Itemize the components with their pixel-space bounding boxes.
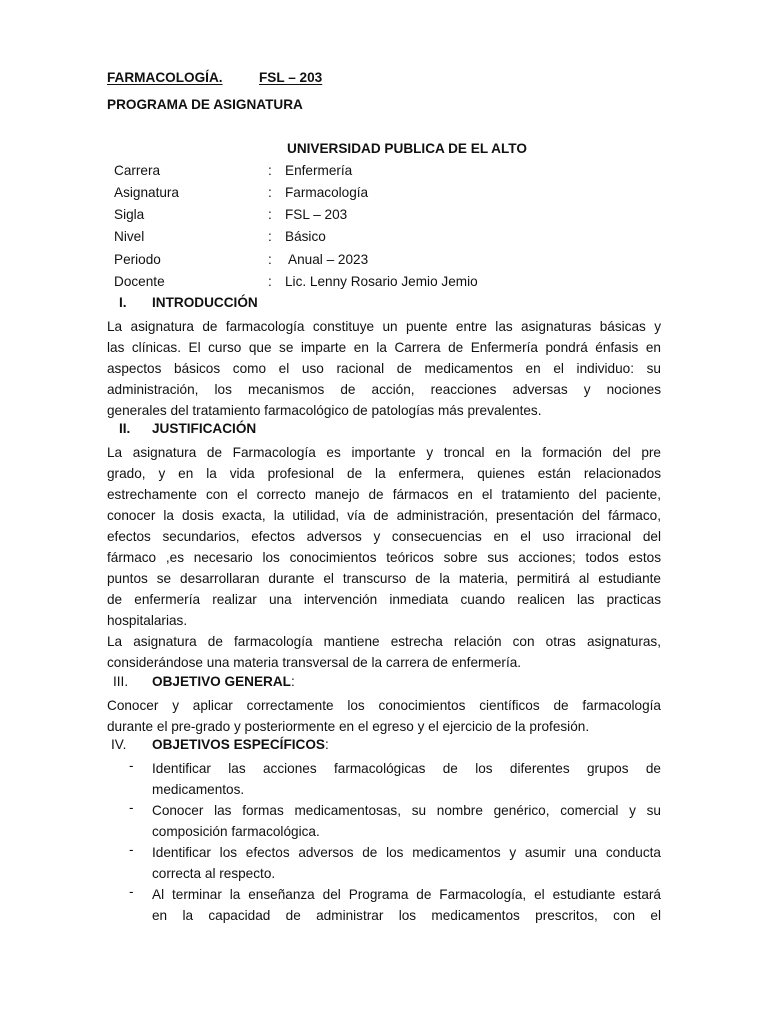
section-number: II. — [119, 421, 131, 436]
section-number: IV. — [111, 737, 127, 752]
bullet-dash: - — [129, 884, 134, 899]
text-line: La asignatura de farmacología constituye un puente entre las asignaturas básicas y — [107, 319, 661, 334]
text-line: La asignatura de farmacología mantiene estrecha relación con otras asignaturas, — [107, 634, 661, 649]
info-label: Nivel — [114, 229, 145, 244]
info-value: Farmacología — [285, 185, 369, 200]
section-title: INTRODUCCIÓN — [152, 295, 258, 310]
text-line: Identificar las acciones farmacológicas de los diferentes grupos de — [152, 761, 661, 776]
section-title: JUSTIFICACIÓN — [152, 421, 257, 436]
section-title — [152, 674, 295, 689]
info-value: FSL – 203 — [285, 207, 348, 222]
section-number: III. — [113, 674, 129, 689]
university-name: UNIVERSIDAD PUBLICA DE EL ALTO — [287, 141, 527, 156]
info-label: Asignatura — [114, 185, 179, 200]
info-label: Carrera — [114, 163, 161, 178]
section-title — [152, 737, 329, 752]
text-line: Conocer las formas medicamentosas, su nombre genérico, comercial y su — [152, 803, 661, 818]
info-value: Lic. Lenny Rosario Jemio Jemio — [285, 274, 478, 289]
bullet-dash: - — [129, 758, 134, 773]
text-line: conocer la dosis exacta, la utilidad, vía de administración, presentación del fármaco, — [107, 508, 661, 523]
info-separator: : — [268, 252, 272, 267]
general-objective-paragraph — [107, 695, 661, 737]
text-line: durante el pre-grado y posteriormente en el egreso y el ejercicio de la profesión. — [107, 719, 590, 734]
text-line: Conocer y aplicar correctamente los conocimientos científicos de farmacología — [107, 698, 661, 713]
section-title-text: OBJETIVO GENERAL — [152, 674, 291, 689]
info-separator: : — [268, 185, 272, 200]
info-label: Periodo — [114, 252, 161, 267]
text-line: composición farmacológica. — [152, 824, 320, 839]
info-value: Anual – 2023 — [285, 252, 369, 267]
text-line: las clínicas. El curso que se imparte en la Carrera de Enfermería pondrá énfasis en — [107, 340, 661, 355]
text-line: generales del tratamiento farmacológico de patologías más prevalentes. — [107, 403, 542, 418]
bullet-dash: - — [129, 800, 134, 815]
section-number: I. — [119, 295, 127, 310]
info-label: Sigla — [114, 207, 145, 222]
list-item — [152, 758, 661, 800]
intro-paragraph — [107, 316, 661, 421]
text-line: fármaco ,es necesario los conocimientos teóricos sobre sus acciones; todos estos — [107, 550, 661, 565]
info-separator: : — [268, 207, 272, 222]
text-line: estrechamente con el correcto manejo de fármacos en el tratamiento del paciente, — [107, 487, 661, 502]
list-item — [152, 842, 661, 884]
text-line: en la capacidad de administrar los medicamentos prescritos, con el — [152, 908, 661, 923]
text-line: medicamentos. — [152, 782, 245, 797]
list-item — [152, 800, 661, 842]
info-label: Docente — [114, 274, 165, 289]
course-title: FARMACOLOGÍA. — [107, 70, 223, 85]
text-line: puntos se desarrollaran durante el transcurso de la materia, permitirá al estudiante — [107, 571, 661, 586]
text-line: de enfermería realizar una intervención inmediata cuando realicen las practicas — [107, 592, 661, 607]
info-value: Básico — [285, 229, 326, 244]
text-line: aspectos básicos como el uso racional de medicamentos en el individuo: su — [107, 361, 661, 376]
bullet-dash: - — [129, 842, 134, 857]
info-separator: : — [268, 229, 272, 244]
text-line: correcta al respecto. — [152, 866, 276, 881]
list-item — [152, 884, 661, 926]
info-separator: : — [268, 163, 272, 178]
text-line: efectos secundarios, efectos adversos y consecuencias en el uso irracional del — [107, 529, 661, 544]
info-value: Enfermería — [285, 163, 353, 178]
text-line: administración, los mecanismos de acción, reacciones adversas y nociones — [107, 382, 661, 397]
text-line: Identificar los efectos adversos de los medicamentos y asumir una conducta — [152, 845, 661, 860]
text-line: grado, y en la vida profesional de la enfermera, quienes están relacionados — [107, 466, 661, 481]
text-line: considerándose una materia transversal de la carrera de enfermería. — [107, 655, 522, 670]
section-colon: : — [290, 674, 295, 689]
text-line: hospitalarias. — [107, 613, 188, 628]
course-code: FSL – 203 — [259, 70, 323, 85]
section-colon: : — [324, 737, 329, 752]
program-title: PROGRAMA DE ASIGNATURA — [107, 97, 303, 112]
text-line: Al terminar la enseñanza del Programa de Farmacología, el estudiante estará — [152, 887, 661, 902]
info-separator: : — [268, 274, 272, 289]
section-title-text: OBJETIVOS ESPECÍFICOS — [152, 737, 325, 752]
justification-paragraph — [107, 442, 661, 673]
text-line: La asignatura de Farmacología es importante y troncal en la formación del pre — [107, 445, 661, 460]
